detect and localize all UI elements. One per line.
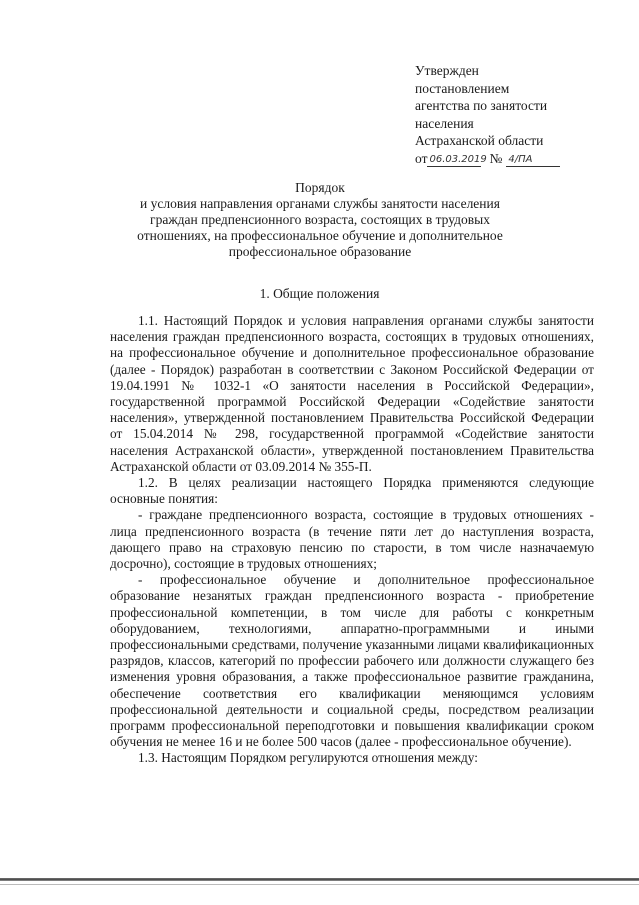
paragraph-1-3: 1.3. Настоящим Порядком регулируются отношения между:: [138, 750, 478, 766]
title-line-5: профессиональное образование: [228, 244, 412, 259]
number-sign: №: [489, 150, 503, 166]
approval-stamp-block: [415, 62, 595, 167]
approval-date-line: [415, 150, 595, 168]
scan-edge-rule: [0, 878, 639, 881]
scan-edge-rule-thin: [0, 884, 639, 885]
section-heading: 1. Общие положения: [259, 286, 380, 301]
approval-line-population: населения: [415, 115, 474, 131]
title-line-3: граждан предпенсионного возраста, состоящих в трудовых: [150, 212, 490, 227]
document-body: [110, 313, 594, 767]
approval-line-resolution: постановлением: [415, 80, 510, 96]
approval-line-region: Астраханской области: [415, 133, 544, 148]
title-line-4: отношениях, на профессиональное обучение и дополнительное: [137, 228, 503, 243]
approval-line-agency: агентства по занятости: [415, 98, 548, 113]
definition-pre-retirement: - граждане предпенсионного возраста, состоящие в трудовых отношениях - лица предпенсионного возраста (в течение пяти лет до наступления возраста, дающего право на страховую пенсию по старости, в том числе назначаемую досрочно), состоящие в трудовых отношениях;: [110, 507, 594, 572]
date-prefix: от: [415, 150, 428, 166]
document-title: [120, 180, 520, 260]
approval-line-approved: Утвержден: [415, 63, 479, 78]
handwritten-number: 4/ПА: [506, 154, 560, 167]
title-line-1: Порядок: [295, 180, 345, 195]
paragraph-1-1: 1.1. Настоящий Порядок и условия направления органами службы занятости населения граждан предпенсионного возраста, состоящих в трудовых отношениях, на профессиональное обучение и дополнительное профессиональное образование (далее - Порядок) разработан в соответствии с Законом Российской Федерации от 19.04.1991 № 1032-1 «О занятости населения в Российской Федерации», государственной программой Российской Федерации «Содействие занятости населения», утвержденной постановлением Правительства Российской Федерации от 15.04.2014 № 298, государственной программой «Содействие занятости населения Астраханской области», утвержденной постановлением Правительства Астраханской области от 03.09.2014 № 355-П.: [110, 313, 594, 474]
handwritten-date: 06.03.2019: [429, 154, 487, 165]
definition-training: - профессиональное обучение и дополнительное профессиональное образование незанятых граждан предпенсионного возраста - приобретение профессиональной компетенции, в том числе для работы с конкретным оборудованием, технологиями, аппаратно-программными и иными профессиональными средствами, получение указанными лицами квалификационных разрядов, классов, категорий по профессии рабочего или должности служащего без изменения уровня образования, а также профессиональное развитие гражданина, обеспечение соответствия его квалификации меняющимся условиям профессиональной деятельности и социальной среды, посредством реализации программ профессиональной переподготовки и повышения квалификации сроком обучения не менее 16 и не более 500 часов (далее - профессиональное обучение).: [110, 572, 594, 750]
title-line-2: и условия направления органами службы занятости населения: [140, 196, 500, 211]
paragraph-1-2: 1.2. В целях реализации настоящего Порядка применяются следующие основные понятия:: [110, 475, 594, 507]
